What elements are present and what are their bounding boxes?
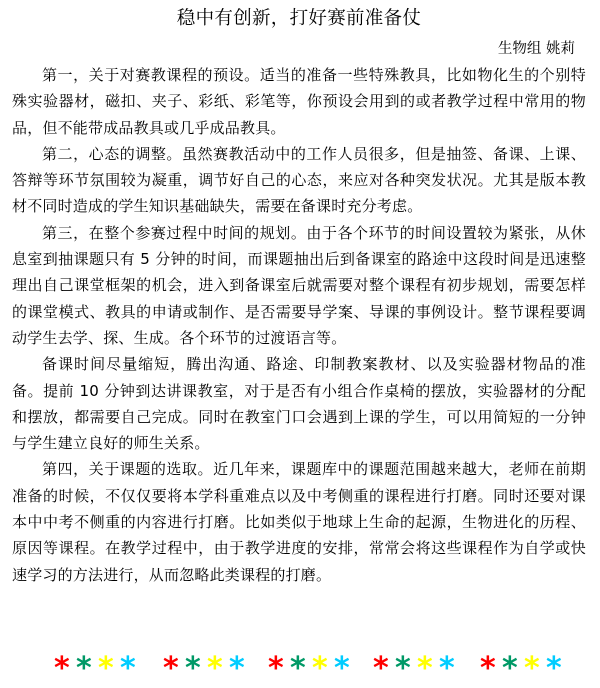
paragraph-5: 第四，关于课题的选取。近几年来，课题库中的课题范围越来越大，老师在前期准备的时候，不仅仅要将本学科重难点以及中考侧重的课程进行打磨。同时还要对课本中中考不侧重的内容进行打磨。比如类似于地球上生命的起源，生物进化的历程、原因等课程。在教学过程中，由于教学进度的安排，常常会将这些课程作为自学或快速学习的方法进行，从而忽略此类课程的打磨。 <box>12 460 586 584</box>
star-icon: * <box>312 651 328 686</box>
star-icon: * <box>207 651 223 686</box>
star-icon: * <box>480 651 496 686</box>
star-icon: * <box>373 651 389 686</box>
star-icon: * <box>502 651 518 686</box>
star-icon: * <box>185 651 201 686</box>
paragraph-2: 第二，心态的调整。虽然赛教活动中的工作人员很多，但是抽签、备课、上课、答辩等环节氛围较为凝重，调节好自己的心态，来应对各种突发状况。尤其是版本教材不同时造成的学生知识基础缺失，需要在备课时充分考虑。 <box>12 144 586 216</box>
paragraph-4: 备课时间尽量缩短，腾出沟通、路途、印制教案教材、以及实验器材物品的准备。提前 10 分钟到达讲课教室，对于是否有小组合作桌椅的摆放，实验器材的分配和摆放，都需要自己完成。同时在教室门口会遇到上课的学生，可以用简短的一分钟与学生建立良好的师生关系。 <box>12 355 586 453</box>
star-icon: * <box>290 651 306 686</box>
star-icon: * <box>120 651 136 686</box>
star-icon: * <box>163 651 179 686</box>
star-icon: * <box>334 651 350 686</box>
star-icon: * <box>524 651 540 686</box>
star-icon: * <box>98 651 114 686</box>
star-icon: * <box>439 651 455 686</box>
decorative-star-border <box>0 651 600 686</box>
star-icon: * <box>229 651 245 686</box>
star-icon: * <box>54 651 70 686</box>
star-icon: * <box>268 651 284 686</box>
document-author: 生物组 姚莉 <box>497 41 575 57</box>
star-icon: * <box>546 651 562 686</box>
paragraph-1: 第一，关于对赛教课程的预设。适当的准备一些特殊教具，比如物化生的个别特殊实验器材，磁扣、夹子、彩纸、彩笔等，你预设会用到的或者教学过程中常用的物品，但不能带成品教具或几乎成品教具。 <box>12 66 586 137</box>
star-icon: * <box>417 651 433 686</box>
document-title: 稳中有创新，打好赛前准备仗 <box>176 8 422 29</box>
star-icon: * <box>395 651 411 686</box>
paragraph-3: 第三，在整个参赛过程中时间的规划。由于各个环节的时间设置较为紧张，从休息室到抽课题只有 5 分钟的时间，而课题抽出后到备课室的路途中这段时间是迅速整理出自己课堂框架的机会，进入到备课室后就需要对整个课程有初步规划，需要怎样的课堂模式、教具的申请或制作、是否需要导学案、导课的事例设计。整节课程要调动学生去学、探、生成。各个环节的过渡语言等。 <box>12 223 586 347</box>
star-icon: * <box>76 651 92 686</box>
